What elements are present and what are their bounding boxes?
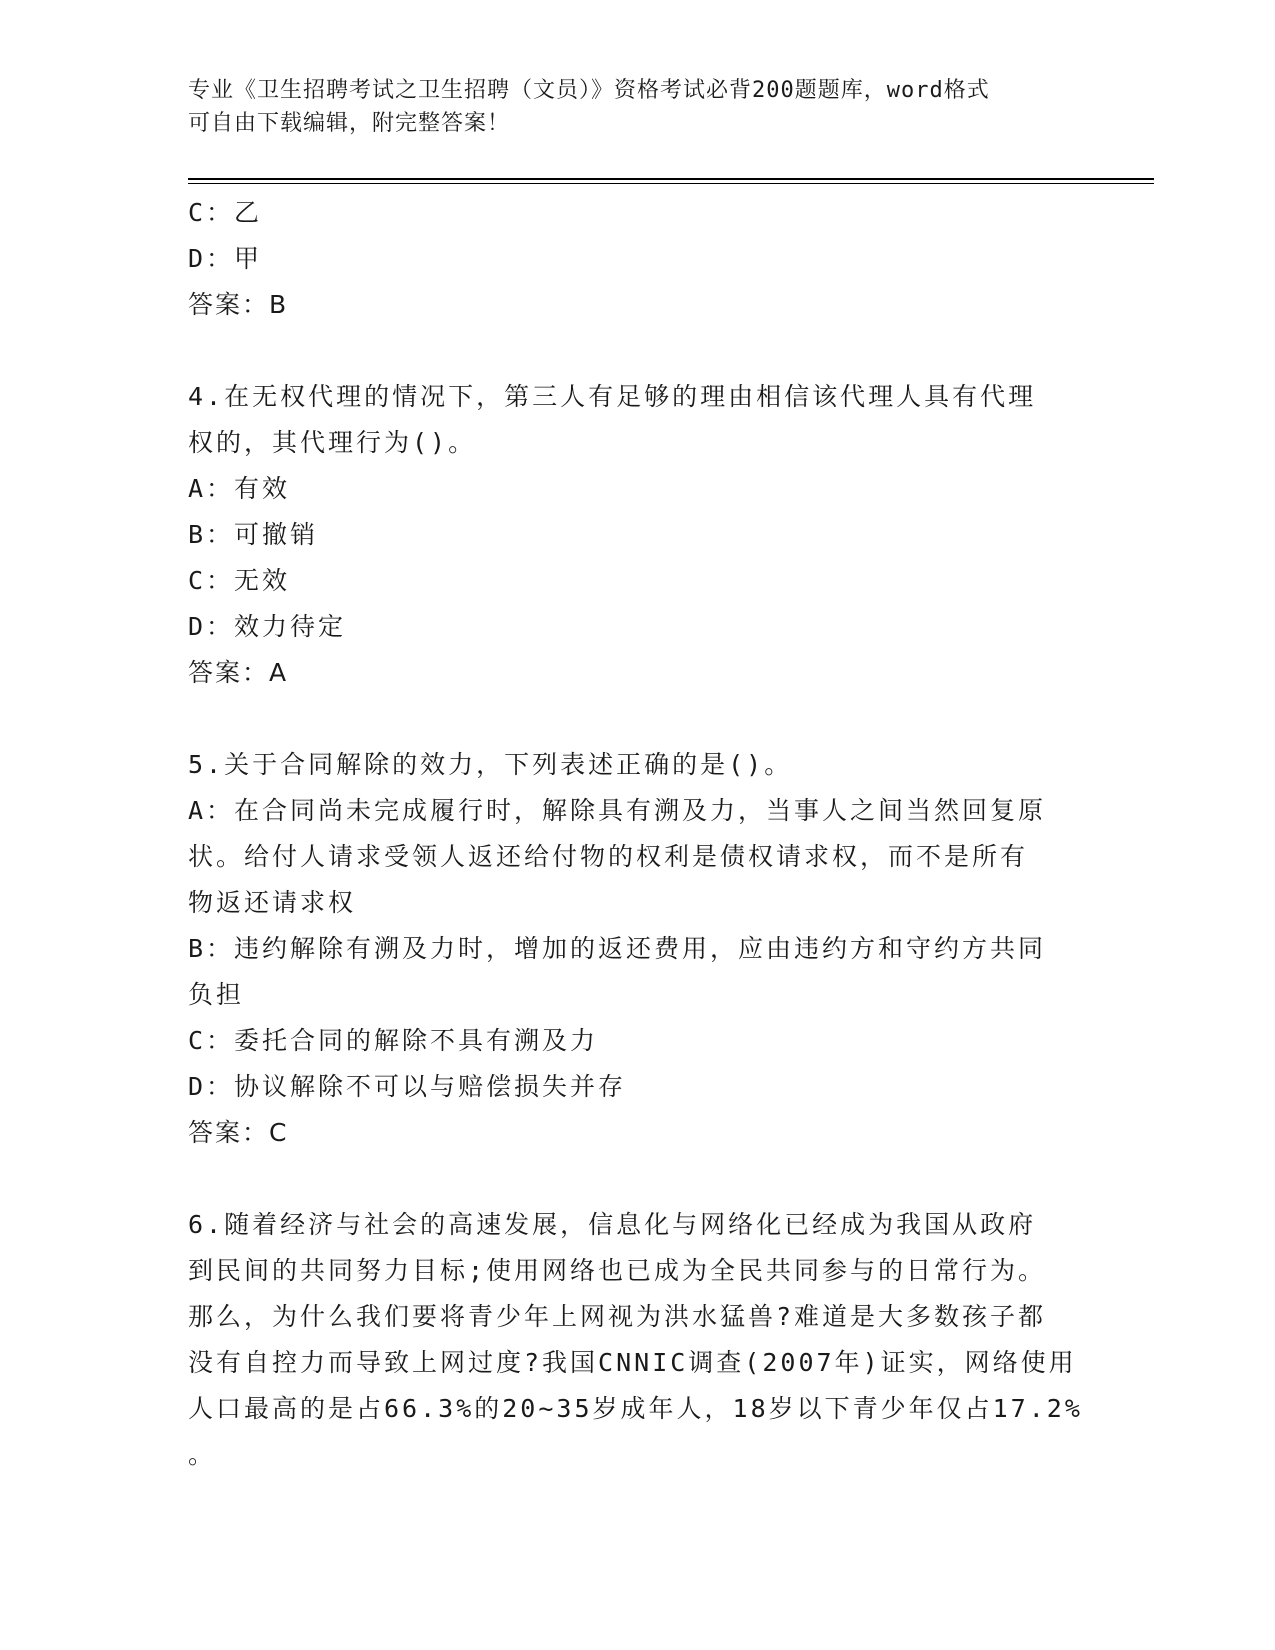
q6-stem-line-4: 没有自控力而导致上网过度?我国CNNIC调查(2007年)证实，网络使用 — [188, 1348, 1077, 1377]
question-content — [188, 190, 1088, 1478]
header-line-2: 可自由下载编辑，附完整答案！ — [188, 111, 511, 136]
spacer — [188, 1156, 1088, 1202]
q5-option-d: D：协议解除不可以与赔偿损失并存 — [188, 1072, 627, 1101]
q3-option-c: C：乙 — [188, 198, 263, 227]
q5-option-c: C：委托合同的解除不具有溯及力 — [188, 1026, 599, 1055]
q5-option-b-line-2: 负担 — [188, 980, 245, 1009]
q4-option-c: C：无效 — [188, 566, 291, 595]
q3-answer: 答案：B — [188, 290, 289, 319]
q4-option-d: D：效力待定 — [188, 612, 347, 641]
q5-option-a-line-1: A：在合同尚未完成履行时，解除具有溯及力，当事人之间当然回复原 — [188, 796, 1047, 825]
q5-option-b-line-1: B：违约解除有溯及力时，增加的返还费用，应由违约方和守约方共同 — [188, 934, 1047, 963]
q4-stem-line-1: 4.在无权代理的情况下，第三人有足够的理由相信该代理人具有代理 — [188, 382, 1037, 411]
q6-stem-line-5: 人口最高的是占66.3%的20~35岁成年人，18岁以下青少年仅占17.2% — [188, 1394, 1083, 1423]
document-header — [188, 74, 1068, 140]
q5-stem: 5.关于合同解除的效力，下列表述正确的是()。 — [188, 750, 793, 779]
header-divider-thin — [188, 183, 1154, 184]
q3-option-d: D：甲 — [188, 244, 263, 273]
q6-stem-line-1: 6.随着经济与社会的高速发展，信息化与网络化已经成为我国从政府 — [188, 1210, 1037, 1239]
spacer — [188, 696, 1088, 742]
q4-option-a: A：有效 — [188, 474, 291, 503]
q4-stem-line-2: 权的，其代理行为()。 — [188, 428, 477, 457]
q4-option-b: B：可撤销 — [188, 520, 319, 549]
q5-option-a-line-3: 物返还请求权 — [188, 888, 357, 917]
header-line-1: 专业《卫生招聘考试之卫生招聘（文员）》资格考试必背200题题库，word格式 — [188, 78, 990, 103]
q5-option-a-line-2: 状。给付人请求受领人返还给付物的权利是债权请求权，而不是所有 — [188, 842, 1029, 871]
q5-answer: 答案：C — [188, 1118, 289, 1147]
q6-stem-line-3: 那么，为什么我们要将青少年上网视为洪水猛兽?难道是大多数孩子都 — [188, 1302, 1047, 1331]
spacer — [188, 328, 1088, 374]
header-divider-thick — [188, 178, 1154, 180]
q4-answer: 答案：A — [188, 658, 289, 687]
q6-stem-line-6: 。 — [188, 1440, 217, 1469]
q6-stem-line-2: 到民间的共同努力目标;使用网络也已成为全民共同参与的日常行为。 — [188, 1256, 1047, 1285]
